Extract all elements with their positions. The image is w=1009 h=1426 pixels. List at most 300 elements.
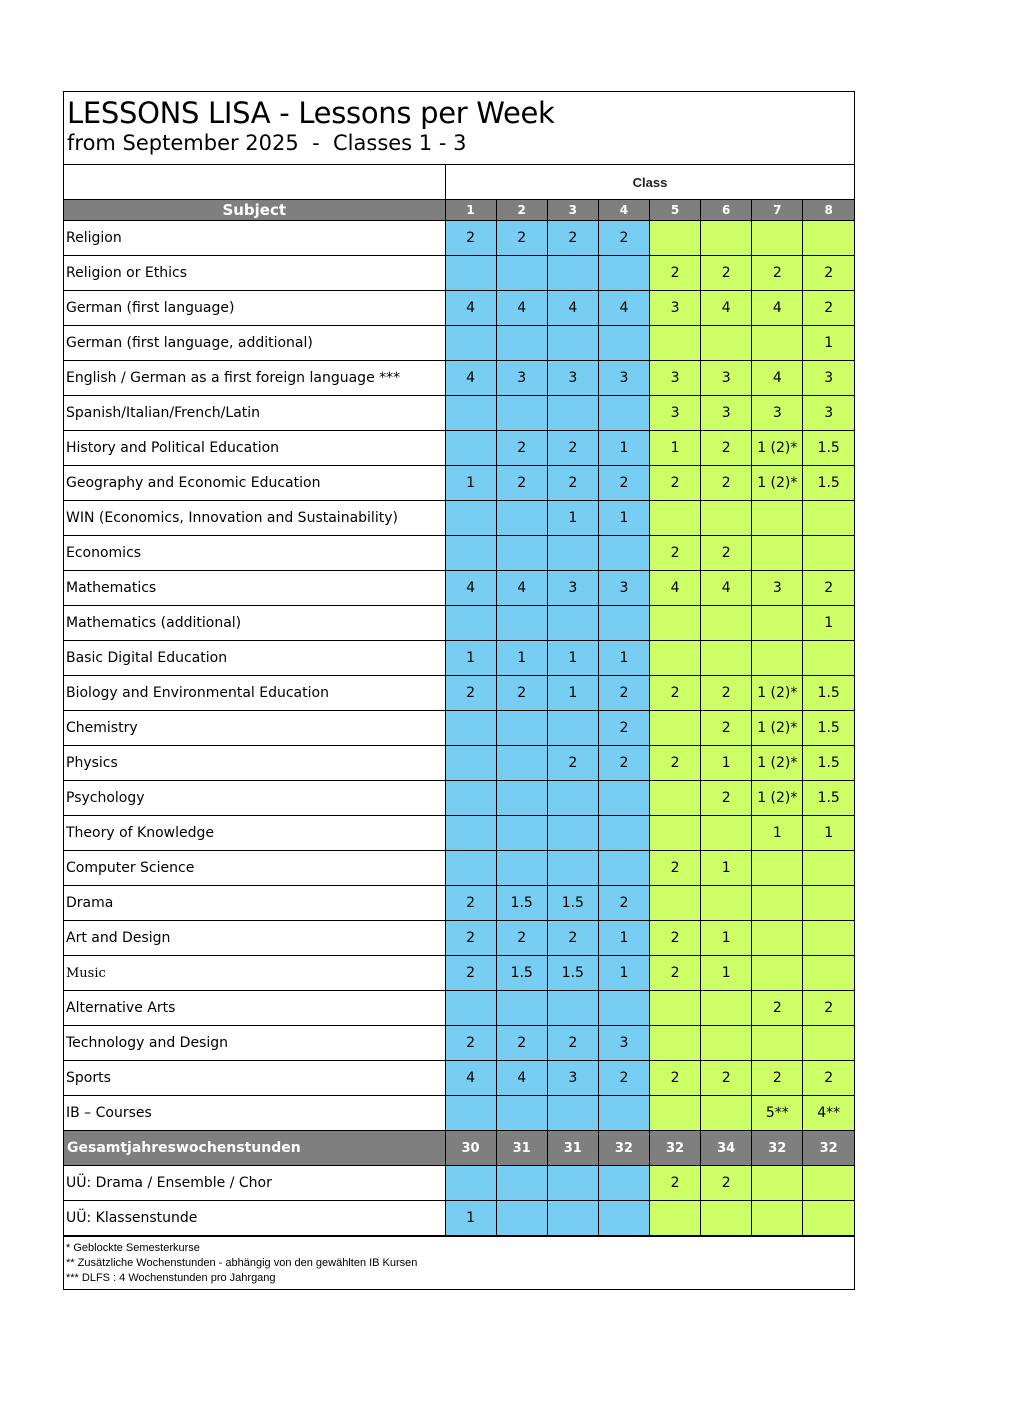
subject-cell: Theory of Knowledge bbox=[64, 816, 445, 851]
total-cell: 32 bbox=[752, 1131, 803, 1166]
hours-cell: 4 bbox=[701, 291, 752, 326]
hours-cell bbox=[496, 396, 547, 431]
hours-cell: 2 bbox=[752, 991, 803, 1026]
subject-cell: History and Political Education bbox=[64, 431, 445, 466]
hours-cell: 2 bbox=[701, 1061, 752, 1096]
hours-cell: 2 bbox=[650, 256, 701, 291]
hours-cell: 1 bbox=[496, 641, 547, 676]
subject-cell: Music bbox=[64, 956, 445, 991]
subject-cell: Spanish/Italian/French/Latin bbox=[64, 396, 445, 431]
hours-cell: 3 bbox=[752, 571, 803, 606]
page-title: LESSONS LISA - Lessons per Week bbox=[67, 96, 555, 130]
hours-cell: 1 bbox=[598, 921, 649, 956]
hours-cell: 2 bbox=[701, 711, 752, 746]
subject-cell: Computer Science bbox=[64, 851, 445, 886]
hours-cell: 1.5 bbox=[803, 466, 854, 501]
table-body bbox=[64, 221, 854, 1236]
hours-cell bbox=[445, 1096, 496, 1131]
hours-cell bbox=[598, 256, 649, 291]
hours-cell bbox=[752, 1026, 803, 1061]
hours-cell bbox=[445, 1166, 496, 1201]
page-subtitle: from September 2025 - Classes 1 - 3 bbox=[67, 131, 467, 155]
hours-cell bbox=[701, 816, 752, 851]
hours-cell bbox=[752, 641, 803, 676]
total-label: Gesamtjahreswochenstunden bbox=[64, 1131, 445, 1166]
hours-cell: 1 (2)* bbox=[752, 746, 803, 781]
footnote: * Geblockte Semesterkurse bbox=[66, 1242, 200, 1254]
hours-cell: 1 bbox=[650, 431, 701, 466]
hours-cell bbox=[547, 816, 598, 851]
hours-cell bbox=[547, 1166, 598, 1201]
hours-cell: 2 bbox=[650, 1061, 701, 1096]
hours-cell bbox=[803, 851, 854, 886]
hours-cell: 2 bbox=[547, 746, 598, 781]
hours-cell bbox=[803, 641, 854, 676]
hours-cell: 5** bbox=[752, 1096, 803, 1131]
hours-cell: 2 bbox=[445, 921, 496, 956]
table-row bbox=[64, 1166, 854, 1201]
hours-cell bbox=[547, 781, 598, 816]
hours-cell: 1 bbox=[701, 956, 752, 991]
class-column-header: 6 bbox=[701, 200, 752, 221]
hours-cell: 3 bbox=[496, 361, 547, 396]
lessons-sheet bbox=[63, 91, 855, 1290]
hours-cell bbox=[650, 326, 701, 361]
hours-cell: 2 bbox=[445, 676, 496, 711]
hours-cell: 2 bbox=[598, 1061, 649, 1096]
hours-cell bbox=[445, 326, 496, 361]
hours-cell bbox=[496, 606, 547, 641]
hours-cell: 1.5 bbox=[547, 886, 598, 921]
hours-cell: 2 bbox=[598, 746, 649, 781]
hours-cell: 3 bbox=[598, 571, 649, 606]
hours-cell: 2 bbox=[752, 256, 803, 291]
hours-cell bbox=[445, 536, 496, 571]
hours-cell: 1 bbox=[547, 641, 598, 676]
hours-cell bbox=[496, 1096, 547, 1131]
hours-cell: 2 bbox=[496, 921, 547, 956]
hours-cell: 2 bbox=[650, 1166, 701, 1201]
hours-cell bbox=[803, 536, 854, 571]
hours-cell bbox=[496, 781, 547, 816]
table-row bbox=[64, 466, 854, 501]
total-row bbox=[64, 1131, 854, 1166]
hours-cell bbox=[445, 781, 496, 816]
hours-cell bbox=[445, 991, 496, 1026]
hours-cell bbox=[650, 1026, 701, 1061]
table-row bbox=[64, 641, 854, 676]
subject-cell: Art and Design bbox=[64, 921, 445, 956]
hours-cell bbox=[598, 1201, 649, 1236]
hours-cell bbox=[445, 606, 496, 641]
hours-cell bbox=[598, 851, 649, 886]
table-row bbox=[64, 711, 854, 746]
subject-cell: Drama bbox=[64, 886, 445, 921]
hours-cell: 1 bbox=[701, 746, 752, 781]
hours-cell bbox=[803, 886, 854, 921]
table-row bbox=[64, 781, 854, 816]
hours-cell bbox=[496, 1166, 547, 1201]
hours-cell: 4 bbox=[496, 571, 547, 606]
subject-cell: Religion bbox=[64, 221, 445, 256]
hours-cell bbox=[445, 396, 496, 431]
hours-cell: 2 bbox=[650, 921, 701, 956]
hours-cell bbox=[650, 816, 701, 851]
class-header-label: Class bbox=[632, 175, 668, 190]
hours-cell: 1.5 bbox=[496, 886, 547, 921]
subject-cell: Physics bbox=[64, 746, 445, 781]
hours-cell: 1.5 bbox=[803, 781, 854, 816]
hours-cell: 2 bbox=[496, 221, 547, 256]
hours-cell bbox=[547, 326, 598, 361]
hours-cell: 3 bbox=[701, 396, 752, 431]
hours-cell bbox=[445, 711, 496, 746]
hours-cell: 3 bbox=[650, 291, 701, 326]
hours-cell: 1.5 bbox=[803, 676, 854, 711]
hours-cell: 2 bbox=[701, 1166, 752, 1201]
table-row bbox=[64, 851, 854, 886]
hours-cell bbox=[701, 501, 752, 536]
hours-cell: 1 (2)* bbox=[752, 431, 803, 466]
hours-cell bbox=[496, 536, 547, 571]
hours-cell: 2 bbox=[547, 431, 598, 466]
footnote: ** Zusätzliche Wochenstunden - abhängig von den gewählten IB Kursen bbox=[66, 1257, 418, 1269]
hours-cell: 3 bbox=[547, 361, 598, 396]
hours-cell: 1 bbox=[547, 676, 598, 711]
subject-cell: Mathematics bbox=[64, 571, 445, 606]
hours-cell: 3 bbox=[752, 396, 803, 431]
hours-cell bbox=[701, 1201, 752, 1236]
hours-cell bbox=[598, 781, 649, 816]
hours-cell: 2 bbox=[547, 221, 598, 256]
hours-cell bbox=[547, 711, 598, 746]
hours-cell: 1.5 bbox=[803, 431, 854, 466]
total-cell: 32 bbox=[598, 1131, 649, 1166]
hours-cell: 1.5 bbox=[547, 956, 598, 991]
hours-cell bbox=[701, 641, 752, 676]
class-column-header: 3 bbox=[547, 200, 598, 221]
subject-cell: Economics bbox=[64, 536, 445, 571]
hours-cell: 3 bbox=[650, 361, 701, 396]
hours-cell bbox=[803, 1201, 854, 1236]
hours-cell bbox=[752, 606, 803, 641]
hours-cell bbox=[496, 746, 547, 781]
hours-cell bbox=[598, 1096, 649, 1131]
hours-cell bbox=[598, 991, 649, 1026]
hours-cell: 2 bbox=[701, 781, 752, 816]
hours-cell bbox=[650, 781, 701, 816]
hours-cell: 2 bbox=[598, 221, 649, 256]
table-row bbox=[64, 501, 854, 536]
hours-cell bbox=[496, 991, 547, 1026]
subject-cell: Religion or Ethics bbox=[64, 256, 445, 291]
hours-cell bbox=[650, 606, 701, 641]
hours-cell: 1 bbox=[701, 921, 752, 956]
hours-cell bbox=[803, 501, 854, 536]
hours-cell: 3 bbox=[547, 571, 598, 606]
hours-cell: 2 bbox=[650, 851, 701, 886]
hours-cell: 2 bbox=[547, 921, 598, 956]
hours-cell: 1 bbox=[701, 851, 752, 886]
table-row bbox=[64, 746, 854, 781]
hours-cell: 2 bbox=[547, 1026, 598, 1061]
hours-cell: 2 bbox=[650, 746, 701, 781]
table-row bbox=[64, 921, 854, 956]
hours-cell: 3 bbox=[598, 361, 649, 396]
hours-cell bbox=[650, 886, 701, 921]
hours-cell: 1 bbox=[445, 466, 496, 501]
hours-cell bbox=[547, 991, 598, 1026]
hours-cell bbox=[701, 326, 752, 361]
table-row bbox=[64, 1201, 854, 1236]
subject-cell: Psychology bbox=[64, 781, 445, 816]
hours-cell bbox=[803, 921, 854, 956]
table-row bbox=[64, 956, 854, 991]
hours-cell bbox=[547, 396, 598, 431]
hours-cell bbox=[650, 641, 701, 676]
hours-cell bbox=[445, 851, 496, 886]
hours-cell: 2 bbox=[803, 1061, 854, 1096]
hours-cell: 4 bbox=[445, 361, 496, 396]
hours-cell: 3 bbox=[701, 361, 752, 396]
table-row bbox=[64, 1026, 854, 1061]
total-cell: 31 bbox=[547, 1131, 598, 1166]
table-row bbox=[64, 326, 854, 361]
hours-cell bbox=[496, 816, 547, 851]
table-row bbox=[64, 816, 854, 851]
hours-cell bbox=[445, 501, 496, 536]
hours-cell: 2 bbox=[598, 676, 649, 711]
hours-cell bbox=[803, 221, 854, 256]
hours-cell: 2 bbox=[598, 466, 649, 501]
hours-cell: 2 bbox=[547, 466, 598, 501]
hours-cell: 2 bbox=[701, 256, 752, 291]
hours-cell: 1.5 bbox=[803, 711, 854, 746]
table-row bbox=[64, 606, 854, 641]
hours-cell: 1 (2)* bbox=[752, 676, 803, 711]
table-row bbox=[64, 291, 854, 326]
hours-cell bbox=[445, 431, 496, 466]
table-row bbox=[64, 571, 854, 606]
hours-cell bbox=[496, 256, 547, 291]
hours-cell: 4 bbox=[496, 1061, 547, 1096]
hours-cell bbox=[547, 606, 598, 641]
hours-cell: 2 bbox=[803, 291, 854, 326]
hours-cell bbox=[496, 501, 547, 536]
hours-cell: 4 bbox=[650, 571, 701, 606]
hours-cell bbox=[598, 606, 649, 641]
footnotes bbox=[64, 1236, 854, 1289]
hours-cell: 2 bbox=[803, 256, 854, 291]
hours-cell bbox=[701, 1026, 752, 1061]
class-column-header: 8 bbox=[803, 200, 854, 221]
hours-cell: 2 bbox=[598, 886, 649, 921]
hours-cell: 2 bbox=[803, 991, 854, 1026]
table-row bbox=[64, 676, 854, 711]
subject-cell: Basic Digital Education bbox=[64, 641, 445, 676]
lessons-table bbox=[64, 200, 854, 1236]
hours-cell: 2 bbox=[598, 711, 649, 746]
hours-cell bbox=[701, 221, 752, 256]
hours-cell bbox=[701, 991, 752, 1026]
hours-cell bbox=[598, 1166, 649, 1201]
hours-cell bbox=[650, 711, 701, 746]
hours-cell bbox=[752, 221, 803, 256]
hours-cell bbox=[598, 396, 649, 431]
table-row bbox=[64, 396, 854, 431]
hours-cell bbox=[701, 886, 752, 921]
hours-cell: 1 bbox=[803, 326, 854, 361]
hours-cell: 3 bbox=[803, 361, 854, 396]
hours-cell bbox=[701, 606, 752, 641]
hours-cell bbox=[547, 1201, 598, 1236]
table-row bbox=[64, 886, 854, 921]
subject-cell: Chemistry bbox=[64, 711, 445, 746]
hours-cell: 1 bbox=[547, 501, 598, 536]
table-row bbox=[64, 361, 854, 396]
subject-cell: German (first language, additional) bbox=[64, 326, 445, 361]
class-column-header: 7 bbox=[752, 200, 803, 221]
hours-cell: 4 bbox=[445, 571, 496, 606]
subject-cell: Biology and Environmental Education bbox=[64, 676, 445, 711]
hours-cell: 2 bbox=[445, 886, 496, 921]
hours-cell: 4 bbox=[445, 291, 496, 326]
hours-cell: 1 (2)* bbox=[752, 466, 803, 501]
hours-cell: 1 bbox=[803, 816, 854, 851]
hours-cell bbox=[803, 956, 854, 991]
hours-cell bbox=[752, 921, 803, 956]
subject-cell: UÜ: Drama / Ensemble / Chor bbox=[64, 1166, 445, 1201]
hours-cell: 1.5 bbox=[496, 956, 547, 991]
hours-cell: 4 bbox=[547, 291, 598, 326]
hours-cell bbox=[650, 1201, 701, 1236]
hours-cell: 4 bbox=[496, 291, 547, 326]
hours-cell bbox=[701, 1096, 752, 1131]
hours-cell: 4 bbox=[701, 571, 752, 606]
subject-cell: UÜ: Klassenstunde bbox=[64, 1201, 445, 1236]
hours-cell bbox=[445, 746, 496, 781]
hours-cell: 1 bbox=[598, 501, 649, 536]
hours-cell: 1.5 bbox=[803, 746, 854, 781]
hours-cell bbox=[752, 1166, 803, 1201]
hours-cell: 2 bbox=[445, 956, 496, 991]
hours-cell: 4 bbox=[445, 1061, 496, 1096]
total-cell: 32 bbox=[803, 1131, 854, 1166]
subject-cell: WIN (Economics, Innovation and Sustainability) bbox=[64, 501, 445, 536]
hours-cell: 2 bbox=[496, 676, 547, 711]
hours-cell bbox=[496, 851, 547, 886]
subject-cell: English / German as a first foreign language *** bbox=[64, 361, 445, 396]
hours-cell bbox=[752, 1201, 803, 1236]
hours-cell bbox=[547, 536, 598, 571]
hours-cell bbox=[650, 991, 701, 1026]
hours-cell bbox=[752, 956, 803, 991]
footnote: *** DLFS : 4 Wochenstunden pro Jahrgang bbox=[66, 1272, 276, 1284]
hours-cell: 2 bbox=[445, 1026, 496, 1061]
class-column-header: 5 bbox=[650, 200, 701, 221]
hours-cell bbox=[496, 326, 547, 361]
hours-cell: 1 bbox=[752, 816, 803, 851]
hours-cell: 2 bbox=[496, 466, 547, 501]
total-cell: 34 bbox=[701, 1131, 752, 1166]
hours-cell: 2 bbox=[650, 536, 701, 571]
hours-cell: 1 bbox=[803, 606, 854, 641]
hours-cell: 3 bbox=[650, 396, 701, 431]
table-row bbox=[64, 1061, 854, 1096]
hours-cell: 2 bbox=[445, 221, 496, 256]
hours-cell: 1 (2)* bbox=[752, 781, 803, 816]
title-block bbox=[64, 92, 854, 165]
table-row bbox=[64, 991, 854, 1026]
hours-cell bbox=[650, 221, 701, 256]
hours-cell: 2 bbox=[701, 536, 752, 571]
subject-cell: Geography and Economic Education bbox=[64, 466, 445, 501]
hours-cell: 2 bbox=[650, 956, 701, 991]
hours-cell: 2 bbox=[650, 676, 701, 711]
hours-cell bbox=[496, 711, 547, 746]
class-column-header: 4 bbox=[598, 200, 649, 221]
hours-cell: 3 bbox=[803, 396, 854, 431]
hours-cell bbox=[547, 256, 598, 291]
hours-cell bbox=[752, 536, 803, 571]
total-cell: 30 bbox=[445, 1131, 496, 1166]
hours-cell: 2 bbox=[496, 1026, 547, 1061]
hours-cell: 4 bbox=[752, 291, 803, 326]
hours-cell: 2 bbox=[650, 466, 701, 501]
hours-cell bbox=[752, 886, 803, 921]
hours-cell: 2 bbox=[701, 466, 752, 501]
subject-cell: Sports bbox=[64, 1061, 445, 1096]
total-cell: 32 bbox=[650, 1131, 701, 1166]
hours-cell bbox=[445, 816, 496, 851]
table-row bbox=[64, 256, 854, 291]
hours-cell: 1 bbox=[445, 641, 496, 676]
table-row bbox=[64, 1096, 854, 1131]
hours-cell bbox=[650, 501, 701, 536]
total-cell: 31 bbox=[496, 1131, 547, 1166]
hours-cell bbox=[803, 1026, 854, 1061]
table-header-row bbox=[64, 200, 854, 221]
class-column-header: 2 bbox=[496, 200, 547, 221]
hours-cell: 4 bbox=[752, 361, 803, 396]
hours-cell: 3 bbox=[547, 1061, 598, 1096]
hours-cell: 4** bbox=[803, 1096, 854, 1131]
hours-cell: 1 (2)* bbox=[752, 711, 803, 746]
hours-cell bbox=[547, 851, 598, 886]
class-header-blank bbox=[64, 165, 446, 199]
hours-cell bbox=[547, 1096, 598, 1131]
subject-cell: German (first language) bbox=[64, 291, 445, 326]
subject-column-header: Subject bbox=[64, 200, 445, 221]
hours-cell bbox=[598, 536, 649, 571]
hours-cell: 1 bbox=[598, 956, 649, 991]
subject-cell: Alternative Arts bbox=[64, 991, 445, 1026]
subject-cell: Technology and Design bbox=[64, 1026, 445, 1061]
table-row bbox=[64, 431, 854, 466]
hours-cell bbox=[598, 326, 649, 361]
hours-cell: 4 bbox=[598, 291, 649, 326]
hours-cell bbox=[496, 1201, 547, 1236]
subject-cell: Mathematics (additional) bbox=[64, 606, 445, 641]
hours-cell bbox=[650, 1096, 701, 1131]
hours-cell bbox=[752, 501, 803, 536]
hours-cell bbox=[445, 256, 496, 291]
hours-cell: 2 bbox=[803, 571, 854, 606]
hours-cell: 2 bbox=[752, 1061, 803, 1096]
class-column-header: 1 bbox=[445, 200, 496, 221]
hours-cell: 1 bbox=[598, 431, 649, 466]
hours-cell: 1 bbox=[598, 641, 649, 676]
